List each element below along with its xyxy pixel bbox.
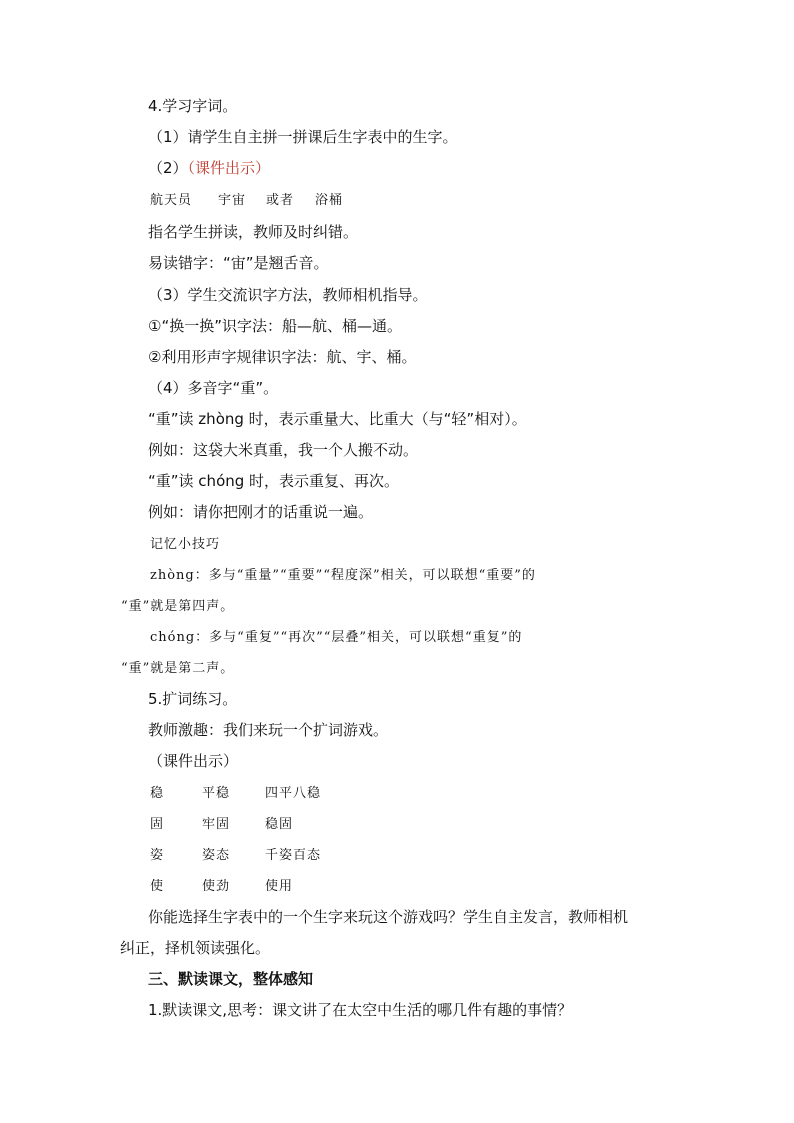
expansion-char: 姿	[150, 848, 165, 863]
paragraph: 纠正，择机领读强化。	[120, 939, 271, 957]
example-sentence: 例如：这袋大米真重，我一个人搬不动。	[148, 441, 419, 459]
expansion-idiom: 稳固	[265, 817, 294, 832]
memory-tip-line: zhòng：多与“重量”“重要”“程度深”相关，可以联想“重要”的	[150, 568, 536, 583]
question-text: 1.默读课文,思考：课文讲了在太空中生活的哪几件有趣的事情？	[148, 1001, 573, 1019]
reading-rule: “重”读 zhòng 时，表示重量大、比重大（与“轻”相对）。	[148, 410, 527, 428]
expansion-char: 稳	[150, 786, 165, 801]
expansion-word: 牢固	[202, 817, 231, 832]
memory-tip-line: “重”就是第二声。	[121, 661, 235, 676]
vocabulary-row	[150, 191, 450, 211]
step2-line	[148, 158, 270, 178]
vocab-word: 宇宙	[218, 193, 247, 208]
expansion-word: 平稳	[202, 786, 231, 801]
courseware-label: （课件出示）	[148, 752, 239, 770]
step1-text: （1）请学生自主拼一拼课后生字表中的生字。	[148, 128, 458, 146]
expansion-idiom: 使用	[265, 879, 294, 894]
expansion-row	[150, 815, 450, 835]
paragraph: 指名学生拼读，教师及时纠错。	[148, 223, 359, 241]
expansion-row	[150, 784, 450, 804]
step2-number: （2）	[148, 159, 188, 177]
paragraph: 教师激趣：我们来玩一个扩词游戏。	[148, 721, 389, 739]
step4-text: （4）多音字“重”。	[148, 379, 279, 397]
expansion-word: 姿态	[202, 848, 231, 863]
courseware-label: （课件出示）	[187, 159, 271, 177]
expansion-idiom: 四平八稳	[265, 786, 322, 801]
memory-tip-title: 记忆小技巧	[150, 537, 221, 552]
example-sentence: 例如：请你把刚才的话重说一遍。	[148, 503, 374, 521]
section-heading: 三、默读课文，整体感知	[148, 970, 314, 988]
expansion-row	[150, 877, 450, 897]
reading-rule: “重”读 chóng 时，表示重复、再次。	[148, 472, 400, 490]
vocab-word: 航天员	[150, 193, 193, 208]
expansion-idiom: 千姿百态	[265, 848, 322, 863]
paragraph: 易读错字：“宙”是翘舌音。	[148, 254, 329, 272]
step3-text: （3）学生交流识字方法，教师相机指导。	[148, 286, 428, 304]
method-item: ②利用形声字规律识字法：航、宇、桶。	[148, 348, 417, 366]
memory-tip-line: chóng：多与“重复”“再次”“层叠”相关，可以联想“重复”的	[150, 630, 523, 645]
vocab-word: 浴桶	[315, 193, 344, 208]
section4-title: 4.学习字词。	[148, 97, 238, 115]
paragraph: 你能选择生字表中的一个生字来玩这个游戏吗？学生自主发言，教师相机	[148, 908, 629, 926]
method-item: ①“换一换”识字法：船—航、桶—通。	[148, 317, 402, 335]
expansion-char: 使	[150, 879, 165, 894]
vocab-word: 或者	[266, 193, 295, 208]
section5-title: 5.扩词练习。	[148, 690, 238, 708]
expansion-char: 固	[150, 817, 165, 832]
expansion-word: 使劲	[202, 879, 231, 894]
expansion-row	[150, 846, 450, 866]
memory-tip-line: “重”就是第四声。	[121, 599, 235, 614]
